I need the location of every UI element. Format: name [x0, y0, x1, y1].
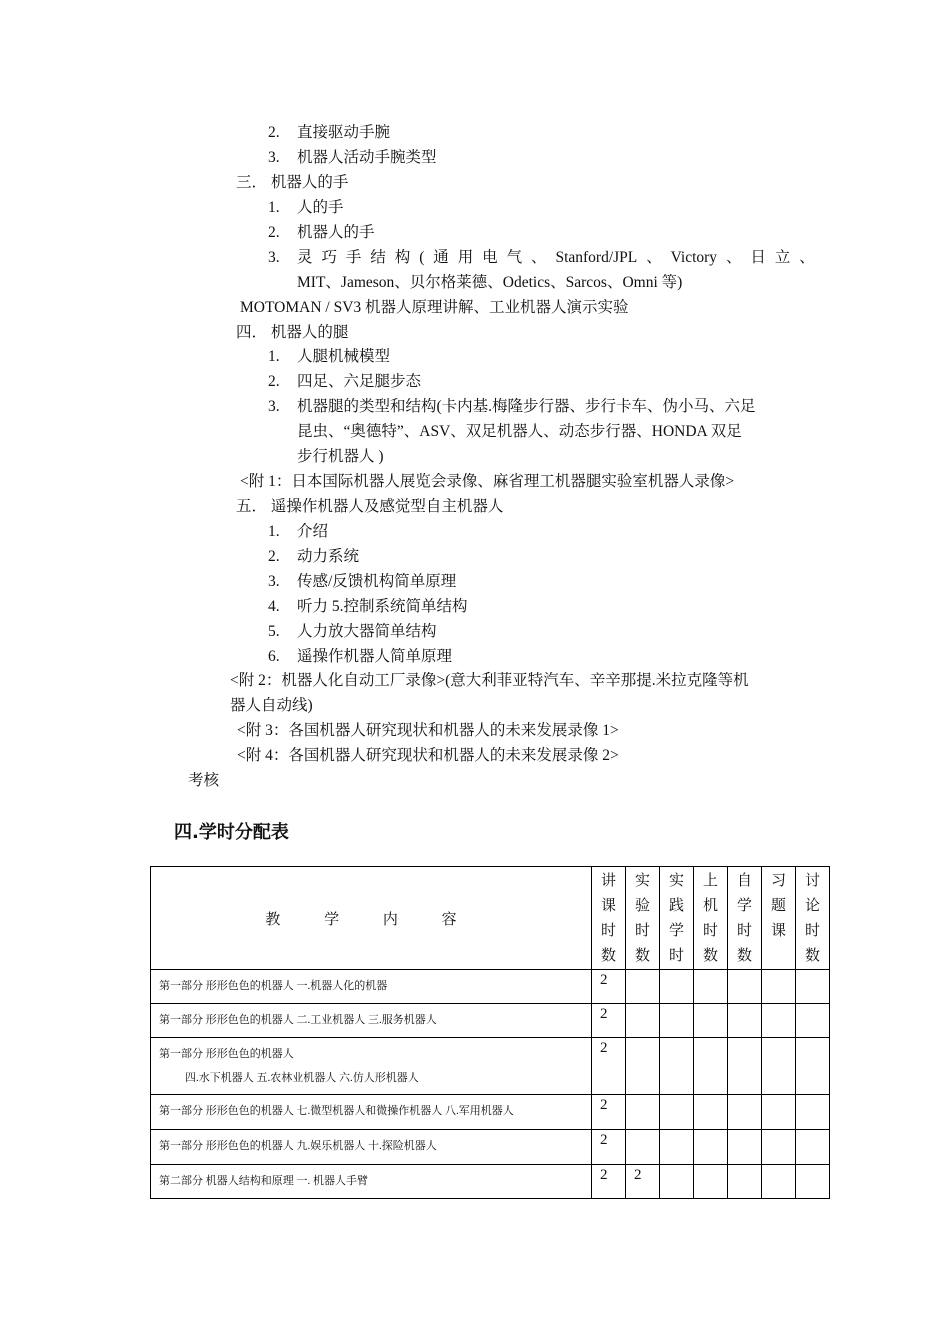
- row-content-cell: [151, 1004, 592, 1038]
- header-col-7: [796, 867, 830, 970]
- row-hours-cell: [762, 970, 796, 1004]
- s3-item-1-number: 1.: [268, 199, 280, 216]
- s5-item-2-number: 2.: [268, 548, 280, 565]
- row-content-cell: [151, 1130, 592, 1165]
- row-hours-cell: [694, 1038, 728, 1095]
- row-hours-cell: [728, 1095, 762, 1130]
- justified-word: 、: [531, 249, 547, 266]
- row-hours-cell: [626, 1004, 660, 1038]
- row-content-cell: [151, 1165, 592, 1199]
- row-hours-cell: [728, 1038, 762, 1095]
- header-char: 时: [668, 948, 684, 964]
- justified-word: 、: [646, 249, 662, 266]
- row-hours-cell: [660, 1095, 694, 1130]
- row-hours-cell: [796, 1130, 830, 1165]
- justified-word: 气: [506, 249, 523, 266]
- s2-item-3-text: 机器人活动手腕类型: [297, 149, 437, 166]
- header-char: 时: [736, 923, 752, 939]
- row-hours-cell: [728, 1004, 762, 1038]
- section-title: 四.学时分配表: [174, 822, 289, 843]
- s5-item-5-text: 人力放大器简单结构: [297, 623, 437, 640]
- s5-item-6-number: 6.: [268, 648, 280, 665]
- header-col-6: [762, 867, 796, 970]
- s5-item-5-number: 5.: [268, 623, 280, 640]
- justified-word: 巧: [321, 249, 337, 266]
- header-char: 讨: [804, 873, 820, 889]
- header-char: 数: [702, 948, 718, 964]
- s3-item-3-line-1: [297, 245, 815, 270]
- s5-item-3-number: 3.: [268, 573, 280, 590]
- justified-word: 通: [433, 249, 449, 266]
- s2-item-2-text: 直接驱动手腕: [297, 124, 391, 141]
- row-hours-cell: [626, 1130, 660, 1165]
- header-col-1: [592, 867, 626, 970]
- s3-item-2-text: 机器人的手: [297, 224, 375, 241]
- row-content-text: 第一部分 形形色色的机器人 一.机器人化的机器: [159, 980, 388, 992]
- row-hours-cell: [660, 1038, 694, 1095]
- row-hours-cell: [728, 970, 762, 1004]
- s5-item-2-text: 动力系统: [297, 548, 360, 565]
- row-hours-cell: [660, 1004, 694, 1038]
- header-char: 学: [668, 923, 684, 939]
- s3-item-2-number: 2.: [268, 224, 280, 241]
- table-row: [151, 970, 830, 1004]
- table-row: [151, 1004, 830, 1038]
- row-content-cell: [151, 1038, 592, 1095]
- row-hours-cell: 2: [592, 1130, 626, 1165]
- justified-word: 立: [774, 249, 791, 266]
- header-char: 数: [634, 948, 650, 964]
- s2-item-2-number: 2.: [268, 124, 280, 141]
- hours-allocation-table: [150, 866, 830, 1199]
- s5-item-3-text: 传感/反馈机构简单原理: [297, 573, 457, 590]
- s5-item-6-text: 遥操作机器人简单原理: [297, 648, 453, 665]
- appendix-4: <附 4：各国机器人研究现状和机器人的未来发展录像 2>: [237, 747, 619, 764]
- header-char: 机: [702, 898, 718, 914]
- s5-item-4-text: 听力 5.控制系统简单结构: [297, 598, 468, 615]
- header-char: 课: [600, 898, 616, 914]
- s4-item-2-number: 2.: [268, 373, 280, 390]
- header-char: 实: [634, 873, 650, 889]
- header-teaching-content: 教 学 内 容: [151, 867, 592, 970]
- s4-item-1-number: 1.: [268, 348, 280, 365]
- header-char: 论: [804, 898, 820, 914]
- row-hours-cell: [762, 1038, 796, 1095]
- header-char: 数: [736, 948, 752, 964]
- header-char: 数: [600, 948, 616, 964]
- header-char: 验: [634, 898, 650, 914]
- header-char: 上: [702, 873, 718, 889]
- row-hours-cell: [660, 970, 694, 1004]
- row-hours-cell: 2: [592, 1095, 626, 1130]
- justified-word: 、: [799, 249, 815, 266]
- header-char: 数: [804, 948, 820, 964]
- s4-item-3-line-2: 昆虫、“奥德特”、ASV、双足机器人、动态步行器、HONDA 双足: [297, 423, 742, 440]
- header-char: 讲: [600, 873, 616, 889]
- table-row: [151, 1095, 830, 1130]
- header-col-4: [694, 867, 728, 970]
- s4-item-3-line-3: 步行机器人 ): [297, 448, 384, 465]
- justified-word: 用: [457, 249, 474, 266]
- row-content-cell: [151, 1095, 592, 1130]
- row-content-cell: [151, 970, 592, 1004]
- row-hours-cell: [694, 1095, 728, 1130]
- row-hours-cell: [660, 1130, 694, 1165]
- row-hours-cell: [626, 970, 660, 1004]
- row-hours-cell: [762, 1095, 796, 1130]
- row-hours-cell: [796, 970, 830, 1004]
- row-hours-cell: 2: [626, 1165, 660, 1199]
- justified-word: 灵: [297, 249, 313, 266]
- row-hours-cell: [694, 1004, 728, 1038]
- appendix-2-line-1: <附 2：机器人化自动工厂录像>(意大利菲亚特汽车、辛辛那提.米拉克隆等机: [230, 672, 749, 689]
- justified-word: 电: [482, 249, 498, 266]
- row-content-subtext: 四.水下机器人 五.农林业机器人 六.仿人形机器人: [185, 1072, 419, 1084]
- justified-word: 结: [370, 249, 386, 266]
- row-hours-cell: [728, 1130, 762, 1165]
- s2-item-3-number: 3.: [268, 149, 280, 166]
- justified-word: (: [419, 249, 425, 266]
- row-hours-cell: [796, 1165, 830, 1199]
- table-row: [151, 1038, 830, 1095]
- header-col-3: [660, 867, 694, 970]
- s4-item-3-number: 3.: [268, 398, 280, 415]
- row-content-text: 第一部分 形形色色的机器人 二.工业机器人 三.服务机器人: [159, 1014, 437, 1026]
- row-hours-cell: [694, 1165, 728, 1199]
- s5-item-4-number: 4.: [268, 598, 280, 615]
- s4-item-2-text: 四足、六足腿步态: [297, 373, 422, 390]
- s5-item-1-text: 介绍: [297, 523, 329, 540]
- s5-item-1-number: 1.: [268, 523, 280, 540]
- header-col-5: [728, 867, 762, 970]
- motoman-note: MOTOMAN / SV3 机器人原理讲解、工业机器人演示实验: [240, 299, 629, 316]
- header-char: 课: [770, 923, 786, 939]
- row-hours-cell: 2: [592, 1004, 626, 1038]
- appendix-1: <附 1：日本国际机器人展览会录像、麻省理工机器腿实验室机器人录像>: [240, 473, 735, 490]
- appendix-2-line-2: 器人自动线): [230, 697, 313, 714]
- s3-item-1-text: 人的手: [297, 199, 344, 216]
- table-row: [151, 1165, 830, 1199]
- header-char: 学: [736, 898, 752, 914]
- row-hours-cell: [762, 1165, 796, 1199]
- justified-word: 日: [750, 249, 766, 266]
- table-row: [151, 1130, 830, 1165]
- justified-word: 、: [725, 249, 742, 266]
- row-content-text: 第一部分 形形色色的机器人: [159, 1048, 294, 1060]
- row-content-text: 第二部分 机器人结构和原理 一. 机器人手臂: [159, 1175, 368, 1187]
- row-hours-cell: [728, 1165, 762, 1199]
- exam-label: 考核: [188, 772, 220, 789]
- row-hours-cell: [626, 1038, 660, 1095]
- row-hours-cell: [762, 1130, 796, 1165]
- row-hours-cell: [796, 1038, 830, 1095]
- row-hours-cell: [762, 1004, 796, 1038]
- s3-item-3-number: 3.: [268, 249, 280, 266]
- row-content-text: 第一部分 形形色色的机器人 九.娱乐机器人 十.探险机器人: [159, 1140, 437, 1152]
- row-content-text: 第一部分 形形色色的机器人 七.微型机器人和微操作机器人 八.军用机器人: [159, 1105, 514, 1117]
- header-char: 题: [770, 898, 786, 914]
- row-hours-cell: [626, 1095, 660, 1130]
- justified-word: Stanford/JPL: [555, 249, 638, 266]
- row-hours-cell: [796, 1095, 830, 1130]
- header-char: 自: [736, 873, 752, 889]
- table-header-row: [151, 867, 830, 970]
- row-hours-cell: [694, 970, 728, 1004]
- header-char: 时: [600, 923, 616, 939]
- s3-item-3-line-2: MIT、Jameson、贝尔格莱德、Odetics、Sarcos、Omni 等): [297, 274, 683, 291]
- section-3-heading: 三． 机器人的手: [236, 174, 349, 191]
- row-hours-cell: 2: [592, 1165, 626, 1199]
- header-char: 时: [634, 923, 650, 939]
- justified-word: 手: [345, 249, 362, 266]
- appendix-3: <附 3：各国机器人研究现状和机器人的未来发展录像 1>: [237, 722, 619, 739]
- row-hours-cell: [796, 1004, 830, 1038]
- header-char: 践: [668, 898, 684, 914]
- header-col-2: [626, 867, 660, 970]
- row-hours-cell: 2: [592, 1038, 626, 1095]
- row-hours-cell: [660, 1165, 694, 1199]
- s4-item-3-line-1: 机器腿的类型和结构(卡内基.梅隆步行器、步行卡车、伪小马、六足: [297, 398, 756, 415]
- s4-item-1-text: 人腿机械模型: [297, 348, 391, 365]
- section-5-heading: 五． 遥操作机器人及感觉型自主机器人: [236, 498, 504, 515]
- row-hours-cell: 2: [592, 970, 626, 1004]
- header-char: 实: [668, 873, 684, 889]
- header-char: 时: [804, 923, 820, 939]
- header-char: 时: [702, 923, 718, 939]
- section-4-heading: 四． 机器人的腿: [236, 324, 349, 341]
- justified-word: Victory: [670, 249, 718, 266]
- header-char: 习: [770, 873, 786, 889]
- justified-word: 构: [394, 249, 411, 266]
- row-hours-cell: [694, 1130, 728, 1165]
